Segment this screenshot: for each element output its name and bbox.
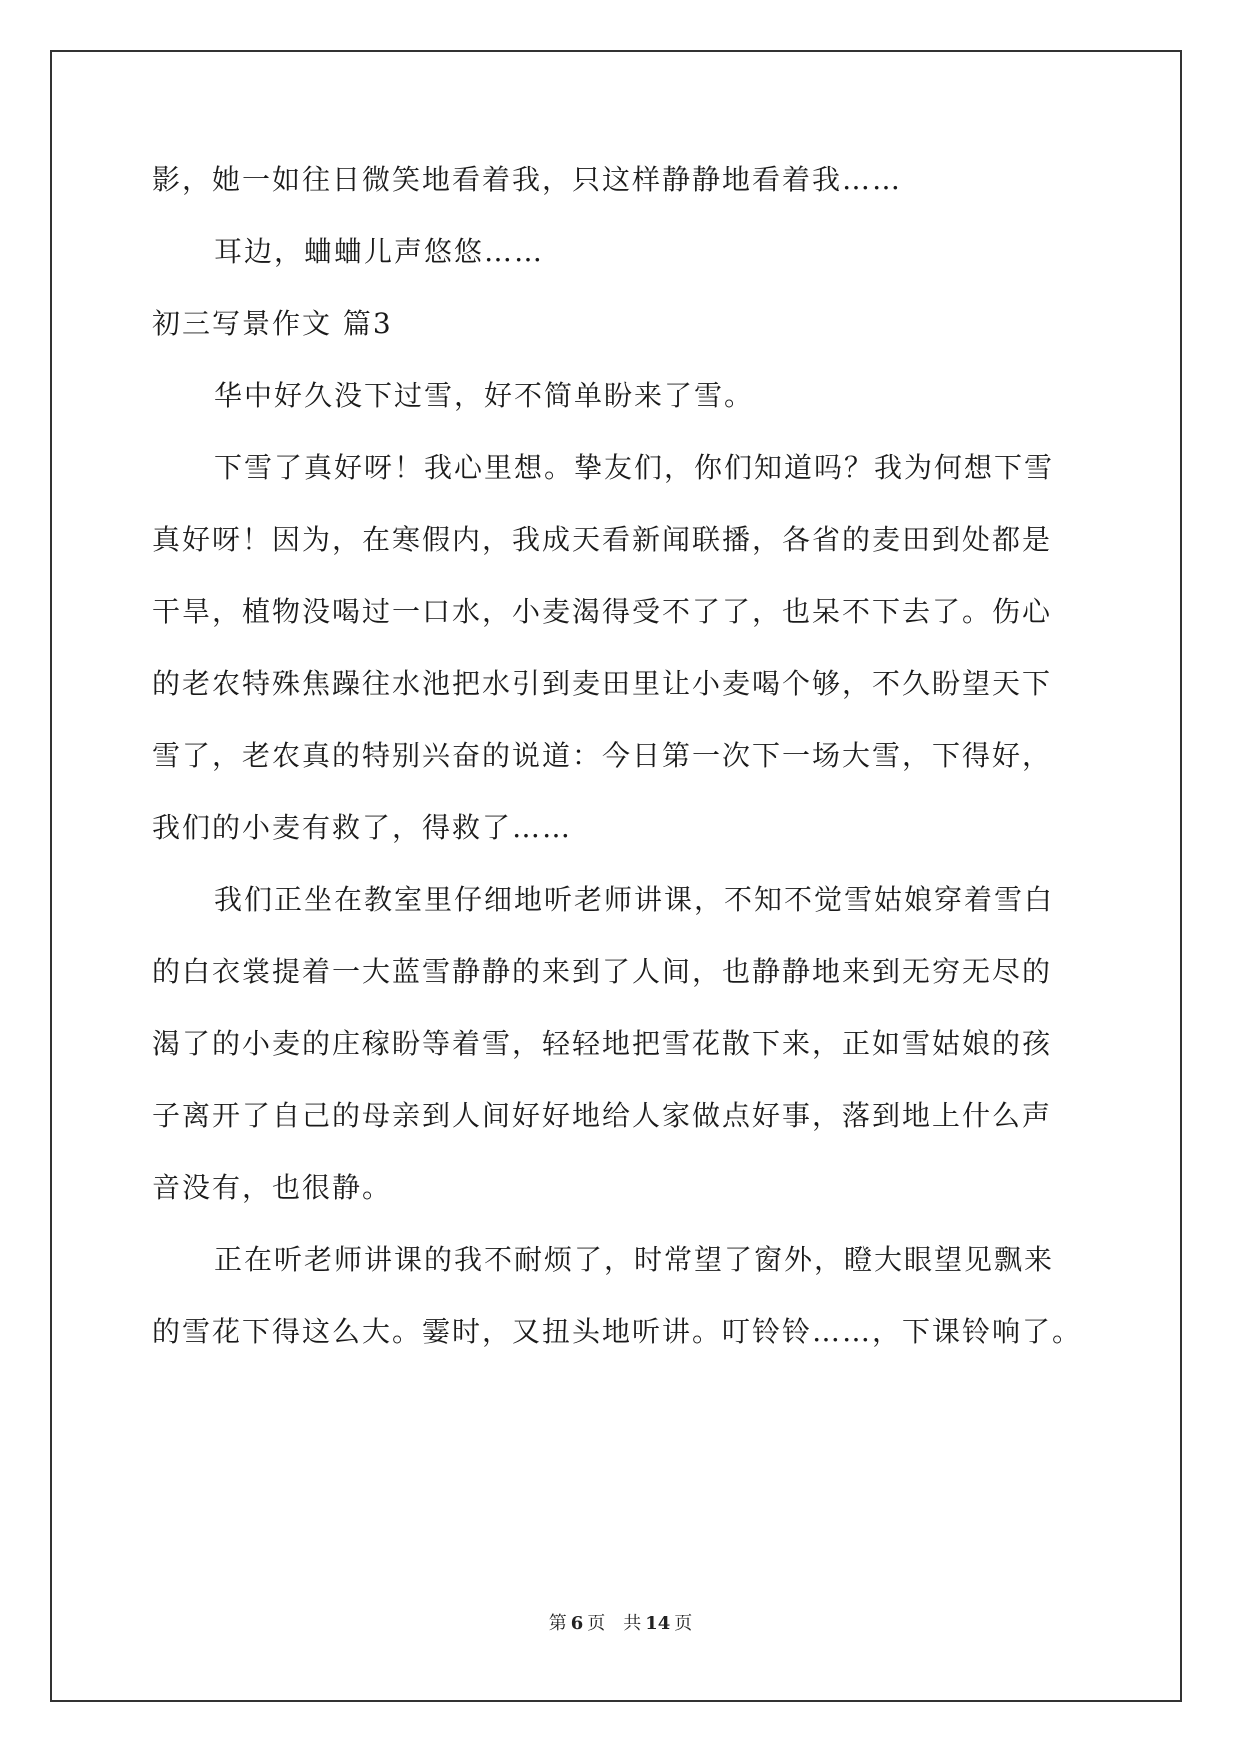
text-line: 干旱，植物没喝过一口水，小麦渴得受不了了，也呆不下去了。伤心 [152,595,1053,628]
text-line: 渴了的小麦的庄稼盼等着雪，轻轻地把雪花散下来，正如雪姑娘的孩 [152,1027,1053,1060]
text-line: 我们的小麦有救了，得救了…… [152,811,573,844]
text-line: 音没有，也很静。 [152,1171,393,1204]
total-pages: 14 [645,1613,671,1634]
text-line: 的雪花下得这么大。霎时，又扭头地听讲。叮铃铃……，下课铃响了。 [152,1315,1083,1348]
text-line: 华中好久没下过雪，好不简单盼来了雪。 [214,379,755,412]
footer-prefix: 第 [548,1613,567,1634]
text-line: 子离开了自己的母亲到人间好好地给人家做点好事，落到地上什么声 [152,1099,1053,1132]
text-line: 真好呀！因为，在寒假内，我成天看新闻联播，各省的麦田到处都是 [152,523,1053,556]
page-number: 6 [570,1613,584,1634]
text-line: 正在听老师讲课的我不耐烦了，时常望了窗外，瞪大眼望见飘来 [214,1243,1055,1276]
text-line: 耳边，蛐蛐儿声悠悠…… [214,235,545,268]
footer-total-suffix: 页 [674,1613,693,1634]
text-line: 的老农特殊焦躁往水池把水引到麦田里让小麦喝个够，不久盼望天下 [152,667,1053,700]
text-line: 影，她一如往日微笑地看着我，只这样静静地看着我…… [152,163,903,196]
section-heading: 初三写景作文 篇3 [152,307,393,340]
footer-total-prefix: 共 [623,1613,642,1634]
page-border [50,50,1182,1702]
page-footer [0,1612,1241,1636]
text-line: 雪了，老农真的特别兴奋的说道：今日第一次下一场大雪，下得好， [152,739,1053,772]
text-line: 下雪了真好呀！我心里想。挚友们，你们知道吗？我为何想下雪 [214,451,1055,484]
footer-page-suffix: 页 [587,1613,606,1634]
text-line: 我们正坐在教室里仔细地听老师讲课，不知不觉雪姑娘穿着雪白 [214,883,1055,916]
text-line: 的白衣裳提着一大蓝雪静静的来到了人间，也静静地来到无穷无尽的 [152,955,1053,988]
